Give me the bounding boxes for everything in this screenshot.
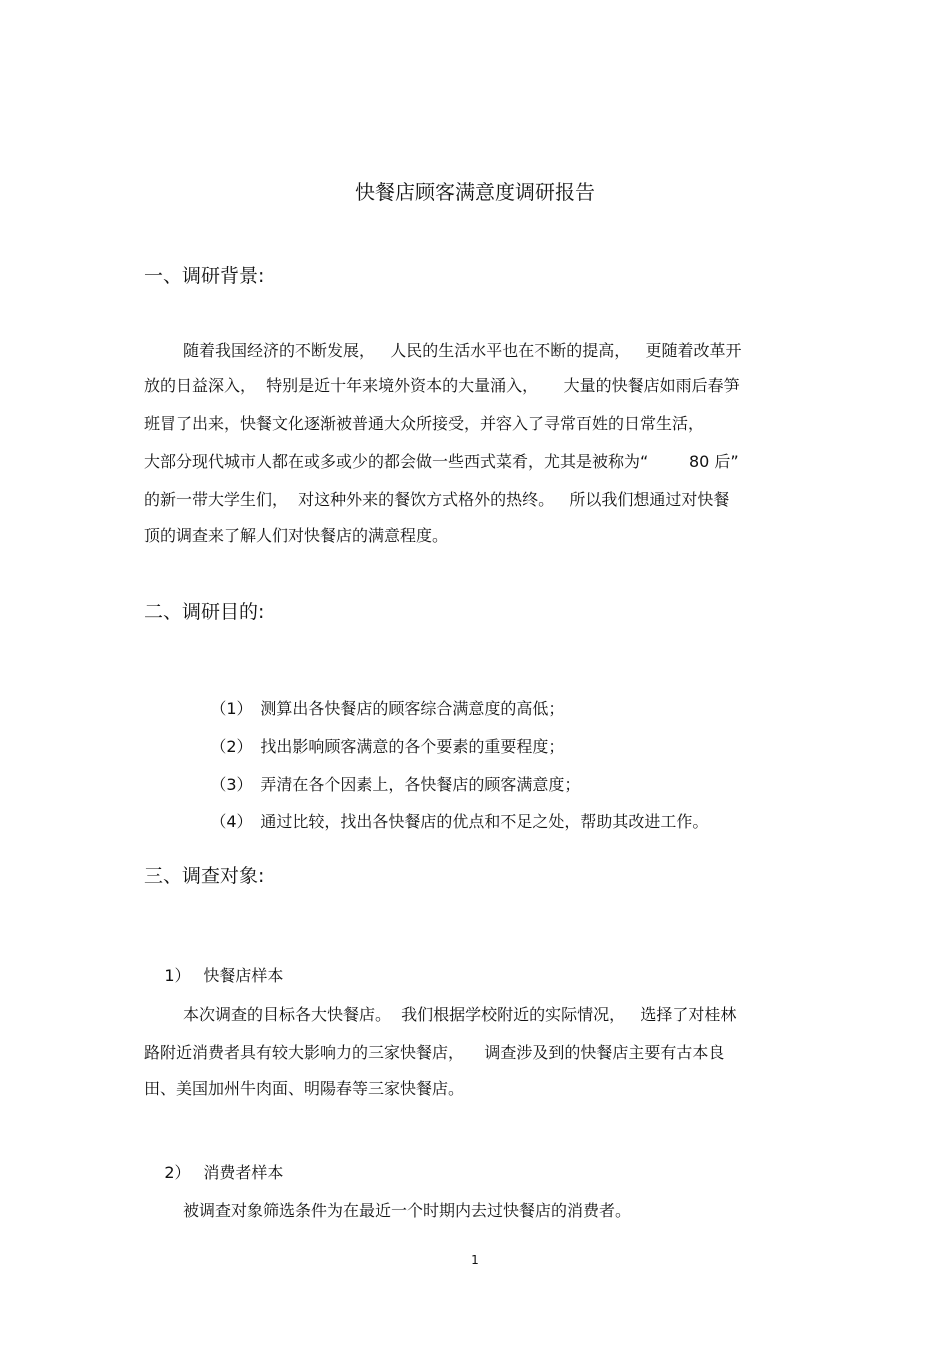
section-heading-subjects: 三、调查对象: (144, 865, 265, 887)
subsection-heading-consumer-sample (144, 1140, 283, 1206)
paragraph-line: 路附近消费者具有较大影响力的三家快餐店， 调查涉及到的快餐店主要有古本良 (144, 1043, 725, 1062)
paragraph-line: 大部分现代城市人都在或多或少的都会做一些西式菜肴，尤其是被称为“ 80 后” (144, 452, 739, 471)
paragraph-line: 放的日益深入， 特别是近十年来境外资本的大量涌入， 大量的快餐店如雨后春笋 (144, 376, 740, 395)
section-heading-purpose: 二、调研目的: (144, 601, 265, 623)
list-item-text: 弄清在各个因素上，各快餐店的顾客满意度； (260, 775, 581, 794)
list-item-text: 找出影响顾客满意的各个要素的重要程度； (260, 737, 565, 756)
paragraph-line: 田、美国加州牛肉面、明陽春等三家快餐店。 (144, 1079, 465, 1098)
paragraph-line: 随着我国经济的不断发展， 人民的生活水平也在不断的提高， 更随着改革开 (183, 341, 742, 360)
list-item-number: （1） (210, 699, 253, 718)
page-number: 1 (471, 1253, 479, 1267)
paragraph-line: 被调查对象筛选条件为在最近一个时期内去过快餐店的消费者。 (183, 1201, 632, 1220)
subsection-heading-restaurant-sample (144, 943, 283, 1009)
list-item-number: （3） (210, 775, 253, 794)
paragraph-line: 顶的调查来了解人们对快餐店的满意程度。 (144, 526, 449, 545)
paragraph-line: 的新一带大学生们， 对这种外来的餐饮方式格外的热终。 所以我们想通过对快餐 (144, 490, 730, 509)
subsection-number: 2） (164, 1163, 191, 1182)
paragraph-line: 本次调查的目标各大快餐店。 我们根据学校附近的实际情况， 选择了对桂林 (183, 1005, 737, 1024)
subsection-label: 快餐店样本 (203, 966, 284, 985)
subsection-label: 消费者样本 (203, 1163, 284, 1182)
list-item-number: （4） (210, 812, 253, 831)
list-item (190, 789, 708, 855)
subsection-number: 1） (164, 966, 191, 985)
list-item-number: （2） (210, 737, 253, 756)
paragraph-line: 班冒了出来，快餐文化逐渐被普通大众所接受，并容入了寻常百姓的日常生活， (144, 414, 705, 433)
list-item-text: 通过比较，找出各快餐店的优点和不足之处，帮助其改进工作。 (260, 812, 709, 831)
document-title: 快餐店顾客满意度调研报告 (355, 180, 595, 204)
section-heading-background: 一、调研背景: (144, 265, 265, 287)
list-item-text: 测算出各快餐店的顾客综合满意度的高低； (260, 699, 565, 718)
